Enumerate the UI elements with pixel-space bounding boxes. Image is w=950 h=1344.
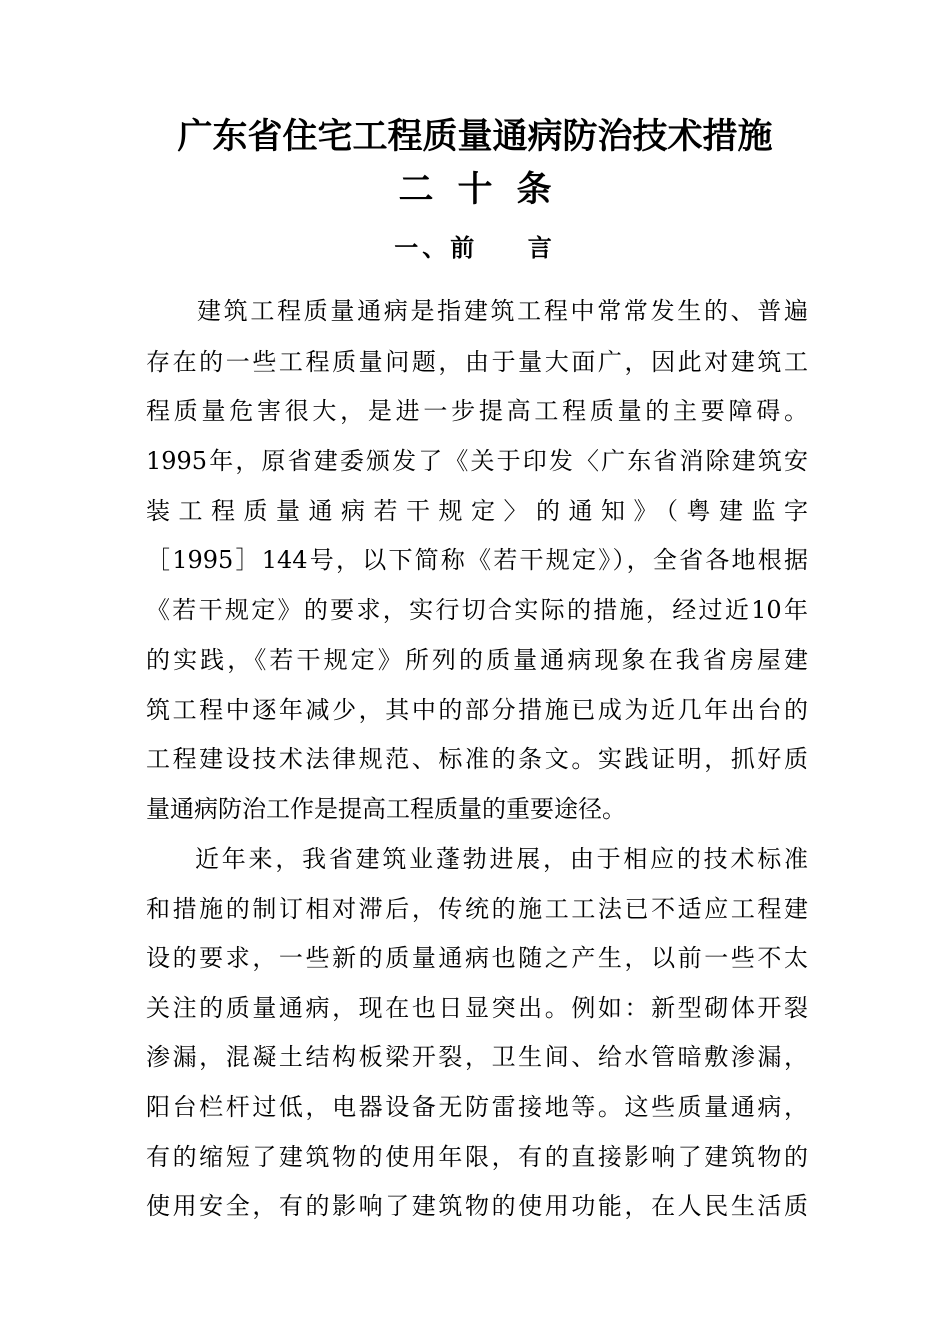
paragraph-line: 使用安全，有的影响了建筑物的使用功能，在人民生活质 <box>146 1192 808 1220</box>
paragraph-line: 渗漏，混凝土结构板梁开裂，卫生间、给水管暗敷渗漏， <box>146 1043 808 1071</box>
document-subtitle: 二十条 <box>398 169 576 210</box>
paragraph-line: 阳台栏杆过低，电器设备无防雷接地等。这些质量通病， <box>146 1093 808 1121</box>
paragraph-line: 建筑工程质量通病是指建筑工程中常常发生的、普遍 <box>197 297 808 325</box>
paragraph-line: ［1995］144号，以下简称《若干规定》），全省各地根据 <box>146 546 808 574</box>
section-heading: 一、前 言 <box>394 233 556 262</box>
paragraph-line: 程质量危害很大，是进一步提高工程质量的主要障碍。 <box>146 397 808 425</box>
paragraph-line: 装工程质量通病若干规定〉的通知》（粤建监字 <box>146 497 808 525</box>
paragraph-line: 和措施的制订相对滞后，传统的施工工法已不适应工程建 <box>146 895 808 923</box>
paragraph-line: 近年来，我省建筑业蓬勃进展，由于相应的技术标准 <box>195 845 808 873</box>
paragraph-line: 筑工程中逐年减少，其中的部分措施已成为近几年出台的 <box>146 696 808 724</box>
document-title: 广东省住宅工程质量通病防治技术措施 <box>177 116 773 157</box>
paragraph-line: 《若干规定》的要求，实行切合实际的措施，经过近10年 <box>146 596 808 624</box>
paragraph-line: 量通病防治工作是提高工程质量的重要途径。 <box>146 795 626 823</box>
paragraph-line: 关注的质量通病，现在也日显突出。例如：新型砌体开裂 <box>146 994 808 1022</box>
paragraph-line: 1995年，原省建委颁发了《关于印发〈广东省消除建筑安 <box>146 447 808 475</box>
paragraph-line: 存在的一些工程质量问题，由于量大面广，因此对建筑工 <box>146 348 808 376</box>
paragraph-line: 有的缩短了建筑物的使用年限，有的直接影响了建筑物的 <box>146 1143 808 1171</box>
paragraph-line: 设的要求，一些新的质量通病也随之产生，以前一些不太 <box>146 944 808 972</box>
paragraph-line: 的实践，《若干规定》所列的质量通病现象在我省房屋建 <box>146 646 808 674</box>
paragraph-line: 工程建设技术法律规范、标准的条文。实践证明，抓好质 <box>146 745 808 773</box>
